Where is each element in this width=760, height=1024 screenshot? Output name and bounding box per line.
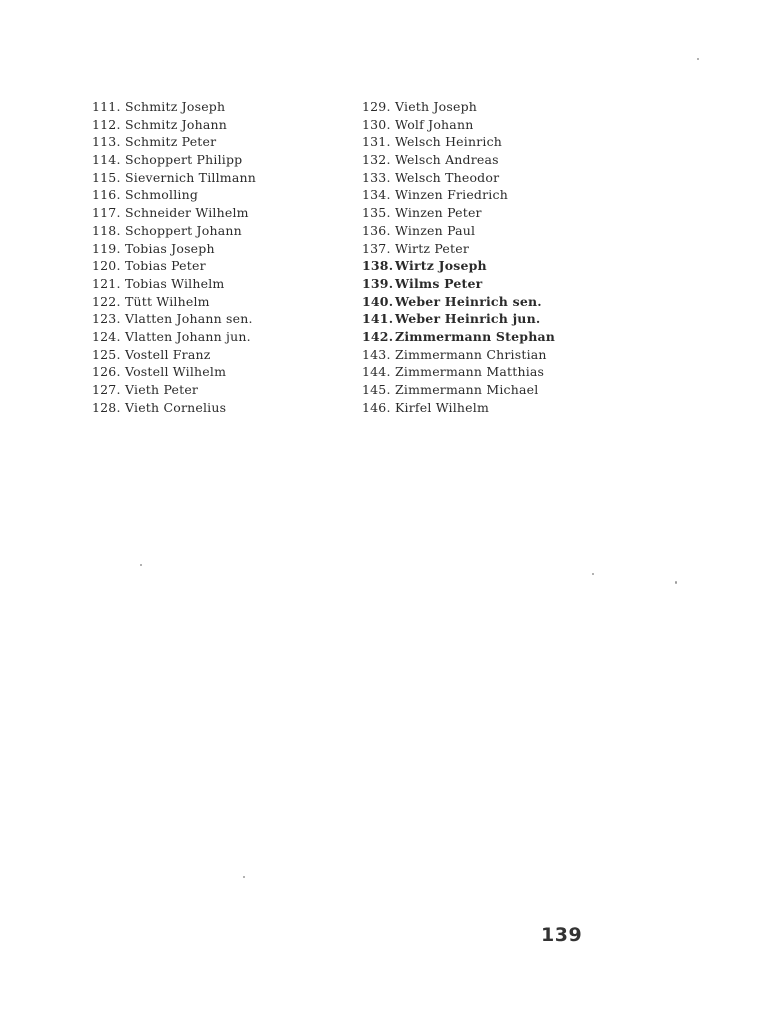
entry-number: 114.: [92, 152, 121, 168]
entry-number: 134.: [362, 187, 391, 203]
entry-name: Vieth Joseph: [395, 99, 478, 114]
entry-name: Winzen Peter: [395, 205, 482, 221]
list-item: [362, 275, 555, 293]
entry-name: Winzen Paul: [395, 222, 476, 238]
list-item: [92, 222, 256, 240]
list-item: [92, 328, 256, 346]
page-number: 139: [541, 924, 583, 946]
entry-number: 142.: [362, 328, 394, 344]
entry-name: Welsch Theodor: [395, 169, 500, 185]
entry-name: Zimmermann Matthias: [395, 364, 545, 380]
scan-speck: [697, 58, 699, 60]
name-list-right: [362, 98, 555, 416]
entry-number: 132.: [362, 152, 391, 168]
entry-name: Wolf Johann: [395, 116, 474, 132]
list-item: [362, 257, 555, 275]
list-item: [362, 381, 555, 399]
entry-number: 144.: [362, 364, 391, 380]
list-item: [92, 204, 256, 222]
list-item: [362, 169, 555, 187]
scan-speck: [243, 876, 245, 878]
entry-name: Schoppert Philipp: [125, 152, 243, 168]
entry-name: Schmolling: [125, 187, 199, 203]
entry-name: Wilms Peter: [395, 275, 483, 291]
entry-number: 137.: [362, 240, 391, 256]
entry-number: 140.: [362, 293, 394, 309]
entry-number: 129.: [362, 99, 391, 114]
entry-number: 123.: [92, 311, 121, 327]
entry-name: Zimmermann Stephan: [395, 328, 556, 344]
entry-name: Vlatten Johann jun.: [125, 328, 251, 344]
entry-name: Schmitz Joseph: [125, 99, 226, 114]
scan-speck: [140, 564, 142, 566]
entry-number: 131.: [362, 134, 391, 150]
entry-name: Vostell Franz: [125, 346, 211, 362]
entry-name: Welsch Heinrich: [395, 134, 503, 150]
entry-name: Tobias Joseph: [125, 240, 215, 256]
entry-number: 146.: [362, 399, 391, 415]
entry-number: 135.: [362, 205, 391, 221]
list-item: [92, 257, 256, 275]
entry-name: Zimmermann Michael: [395, 382, 539, 397]
list-item: [362, 328, 555, 346]
entry-name: Winzen Friedrich: [395, 187, 508, 203]
entry-name: Schneider Wilhelm: [125, 205, 249, 221]
list-item: [92, 293, 256, 311]
entry-number: 118.: [92, 222, 121, 238]
list-item: [362, 363, 555, 381]
scan-speck: [675, 581, 677, 584]
list-item: [362, 310, 555, 328]
list-item: [92, 186, 256, 204]
list-item: [92, 310, 256, 328]
entry-number: 139.: [362, 275, 394, 291]
entry-number: 126.: [92, 364, 121, 380]
entry-name: Tobias Peter: [125, 258, 206, 274]
list-item: [362, 293, 555, 311]
entry-number: 136.: [362, 222, 391, 238]
entry-name: Weber Heinrich sen.: [395, 293, 542, 309]
entry-name: Vostell Wilhelm: [125, 364, 227, 380]
entry-number: 127.: [92, 382, 121, 397]
entry-number: 115.: [92, 169, 121, 185]
list-item: [92, 240, 256, 258]
entry-number: 111.: [92, 99, 121, 114]
entry-number: 117.: [92, 205, 121, 221]
entry-number: 122.: [92, 293, 121, 309]
entry-number: 143.: [362, 346, 391, 362]
entry-number: 133.: [362, 169, 391, 185]
entry-number: 113.: [92, 134, 121, 150]
entry-name: Kirfel Wilhelm: [395, 399, 490, 415]
list-item: [362, 204, 555, 222]
list-item: [92, 275, 256, 293]
entry-name: Weber Heinrich jun.: [395, 311, 541, 327]
entry-number: 116.: [92, 187, 121, 203]
list-item: [362, 151, 555, 169]
entry-name: Zimmermann Christian: [395, 346, 547, 362]
list-item: [92, 151, 256, 169]
list-item: [362, 240, 555, 258]
entry-number: 145.: [362, 382, 391, 397]
entry-name: Wirtz Joseph: [395, 258, 487, 274]
entry-name: Tobias Wilhelm: [125, 275, 225, 291]
list-item: [362, 399, 555, 417]
scan-speck: [592, 573, 594, 575]
list-item: [92, 98, 256, 116]
list-item: [362, 98, 555, 116]
list-item: [362, 222, 555, 240]
entry-number: 112.: [92, 116, 121, 132]
entry-name: Vlatten Johann sen.: [125, 311, 253, 327]
list-item: [92, 116, 256, 134]
entry-number: 128.: [92, 399, 121, 415]
entry-name: Schmitz Peter: [125, 134, 217, 150]
entry-name: Wirtz Peter: [395, 240, 470, 256]
list-item: [362, 133, 555, 151]
list-item: [92, 346, 256, 364]
entry-name: Vieth Peter: [125, 382, 199, 397]
list-item: [362, 346, 555, 364]
entry-number: 124.: [92, 328, 121, 344]
entry-name: Tütt Wilhelm: [125, 293, 210, 309]
list-item: [92, 133, 256, 151]
entry-number: 119.: [92, 240, 121, 256]
entry-number: 120.: [92, 258, 121, 274]
entry-name: Welsch Andreas: [395, 152, 499, 168]
entry-name: Schmitz Johann: [125, 116, 227, 132]
list-item: [92, 169, 256, 187]
list-item: [92, 381, 256, 399]
entry-number: 138.: [362, 258, 394, 274]
entry-number: 121.: [92, 275, 121, 291]
entry-name: Schoppert Johann: [125, 222, 242, 238]
entry-number: 141.: [362, 311, 394, 327]
entry-number: 130.: [362, 116, 391, 132]
list-item: [92, 399, 256, 417]
entry-number: 125.: [92, 346, 121, 362]
entry-name: Vieth Cornelius: [125, 399, 227, 415]
entry-name: Sievernich Tillmann: [125, 169, 257, 185]
list-item: [92, 363, 256, 381]
list-item: [362, 116, 555, 134]
name-list-left: [92, 98, 256, 416]
list-item: [362, 186, 555, 204]
